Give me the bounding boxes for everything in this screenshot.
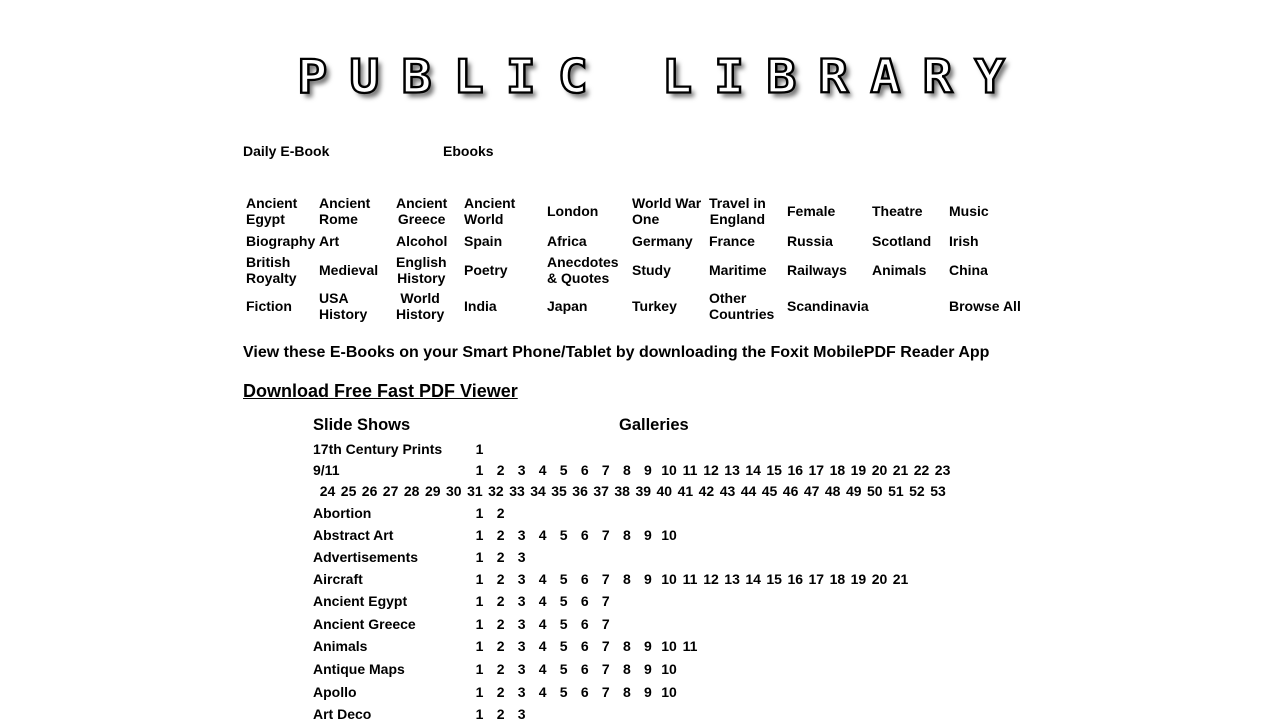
gallery-page-link[interactable]: 17: [808, 571, 825, 587]
gallery-page-link[interactable]: 32: [488, 483, 504, 499]
gallery-page-link[interactable]: 37: [593, 483, 609, 499]
gallery-label[interactable]: Abortion: [313, 505, 372, 521]
gallery-page-link[interactable]: 20: [871, 571, 888, 587]
gallery-page-link[interactable]: 5: [559, 638, 568, 654]
gallery-page-link[interactable]: 10: [661, 638, 677, 654]
category-link[interactable]: France: [709, 233, 755, 249]
category-link[interactable]: Art: [319, 233, 340, 249]
category-link[interactable]: Railways: [787, 262, 847, 278]
gallery-page-link[interactable]: 5: [559, 462, 568, 478]
gallery-page-link[interactable]: 6: [580, 638, 589, 654]
category-link[interactable]: World History: [396, 290, 445, 322]
category-link[interactable]: Scandinavia: [787, 298, 869, 314]
gallery-page-link[interactable]: 1: [475, 638, 484, 654]
gallery-page-link[interactable]: 44: [740, 483, 757, 499]
gallery-label[interactable]: Ancient Egypt: [313, 593, 408, 609]
gallery-label[interactable]: Abstract Art: [313, 527, 394, 543]
category-link[interactable]: Animals: [872, 262, 927, 278]
gallery-page-link[interactable]: 10: [661, 661, 677, 677]
gallery-page-link[interactable]: 18: [829, 571, 846, 587]
gallery-page-link[interactable]: 9: [643, 684, 652, 700]
gallery-page-link[interactable]: 53: [930, 483, 946, 499]
gallery-page-link[interactable]: 2: [496, 462, 505, 478]
category-link[interactable]: Maritime: [709, 262, 767, 278]
gallery-page-link[interactable]: 21: [892, 571, 909, 587]
gallery-page-link[interactable]: 6: [580, 661, 589, 677]
gallery-page-link[interactable]: 9: [643, 571, 652, 587]
gallery-page-link[interactable]: 4: [538, 616, 547, 632]
gallery-page-link[interactable]: 5: [559, 684, 568, 700]
gallery-label[interactable]: 17th Century Prints: [313, 441, 443, 457]
gallery-page-link[interactable]: 7: [601, 661, 610, 677]
category-link[interactable]: Scotland: [872, 233, 932, 249]
category-link[interactable]: Female: [787, 203, 836, 219]
gallery-label[interactable]: Aircraft: [313, 571, 363, 587]
gallery-page-link[interactable]: 7: [601, 462, 610, 478]
gallery-page-link[interactable]: 19: [850, 462, 867, 478]
gallery-page-link[interactable]: 3: [517, 706, 526, 722]
gallery-page-link[interactable]: 33: [509, 483, 525, 499]
gallery-page-link[interactable]: 10: [661, 571, 677, 587]
gallery-page-link[interactable]: 47: [803, 483, 820, 499]
gallery-page-link[interactable]: 46: [782, 483, 799, 499]
gallery-page-link[interactable]: 22: [913, 462, 930, 478]
gallery-page-link[interactable]: 13: [724, 462, 740, 478]
category-link[interactable]: China: [949, 262, 988, 278]
gallery-page-link[interactable]: 5: [559, 616, 568, 632]
gallery-page-link[interactable]: 8: [622, 527, 631, 543]
gallery-page-link[interactable]: 20: [871, 462, 888, 478]
category-link[interactable]: Ancient World: [464, 195, 516, 227]
gallery-page-link[interactable]: 3: [517, 661, 526, 677]
gallery-page-link[interactable]: 30: [446, 483, 462, 499]
gallery-page-link[interactable]: 3: [517, 527, 526, 543]
gallery-page-link[interactable]: 3: [517, 549, 526, 565]
gallery-page-link[interactable]: 4: [538, 684, 547, 700]
download-pdf-viewer-link[interactable]: Download Free Fast PDF Viewer: [243, 381, 518, 401]
site-logo: PUBLIC LIBRARY: [297, 50, 1027, 104]
gallery-page-link[interactable]: 4: [538, 661, 547, 677]
gallery-page-link[interactable]: 12: [703, 462, 719, 478]
category-link[interactable]: Russia: [787, 233, 833, 249]
category-link[interactable]: Anecdotes & Quotes: [547, 254, 619, 286]
category-link[interactable]: Irish: [949, 233, 979, 249]
gallery-page-link[interactable]: 43: [719, 483, 736, 499]
gallery-page-link[interactable]: 7: [601, 527, 610, 543]
gallery-label[interactable]: Advertisements: [313, 549, 419, 565]
galleries-heading: Galleries: [619, 416, 689, 434]
category-link[interactable]: Ancient Greece: [396, 195, 448, 227]
gallery-page-link[interactable]: 9: [643, 462, 652, 478]
category-link[interactable]: Browse All: [949, 298, 1021, 314]
category-link[interactable]: Turkey: [632, 298, 677, 314]
category-link[interactable]: Travel in England: [709, 195, 766, 227]
gallery-page-link[interactable]: 23: [934, 462, 951, 478]
category-link[interactable]: Medieval: [319, 262, 379, 278]
gallery-page-link[interactable]: 2: [496, 684, 505, 700]
category-link[interactable]: British Royalty: [246, 254, 297, 286]
category-link[interactable]: Theatre: [872, 203, 923, 219]
gallery-page-link[interactable]: 21: [892, 462, 909, 478]
gallery-page-link[interactable]: 10: [661, 684, 677, 700]
gallery-page-link[interactable]: 5: [559, 661, 568, 677]
ebooks-link[interactable]: Ebooks: [443, 143, 494, 159]
gallery-page-link[interactable]: 15: [766, 462, 782, 478]
category-link[interactable]: Fiction: [246, 298, 292, 314]
category-link[interactable]: Poetry: [464, 262, 508, 278]
gallery-page-link[interactable]: 8: [622, 571, 631, 587]
gallery-page-link[interactable]: 10: [661, 527, 677, 543]
gallery-page-link[interactable]: 45: [761, 483, 778, 499]
gallery-page-link[interactable]: 2: [496, 638, 505, 654]
gallery-page-link[interactable]: 5: [559, 571, 568, 587]
gallery-page-link[interactable]: 35: [551, 483, 567, 499]
gallery-page-link[interactable]: 6: [580, 593, 589, 609]
category-link[interactable]: Alcohol: [396, 233, 448, 249]
category-link[interactable]: Japan: [547, 298, 588, 314]
gallery-page-link[interactable]: 6: [580, 684, 589, 700]
category-link[interactable]: USA History: [319, 290, 368, 322]
gallery-page-link[interactable]: 2: [496, 616, 505, 632]
gallery-page-link[interactable]: 6: [580, 616, 589, 632]
gallery-page-link[interactable]: 6: [580, 462, 589, 478]
category-link[interactable]: Other Countries: [709, 290, 775, 322]
gallery-page-link[interactable]: 27: [382, 483, 399, 499]
gallery-page-link[interactable]: 24: [319, 483, 336, 499]
gallery-page-link[interactable]: 7: [601, 638, 610, 654]
gallery-page-link[interactable]: 3: [517, 462, 526, 478]
gallery-page-link[interactable]: 12: [703, 571, 719, 587]
category-link[interactable]: English History: [396, 254, 447, 286]
gallery-page-link[interactable]: 25: [340, 483, 357, 499]
gallery-page-link[interactable]: 1: [475, 684, 484, 700]
category-link[interactable]: London: [547, 203, 599, 219]
gallery-page-link[interactable]: 39: [635, 483, 652, 499]
gallery-page-link[interactable]: 8: [622, 462, 631, 478]
gallery-page-link[interactable]: 40: [656, 483, 673, 499]
daily-ebook-link[interactable]: Daily E-Book: [243, 143, 330, 159]
gallery-page-link[interactable]: 8: [622, 684, 631, 700]
gallery-page-link[interactable]: 34: [530, 483, 546, 499]
category-link[interactable]: Germany: [632, 233, 693, 249]
gallery-page-link[interactable]: 9: [643, 661, 652, 677]
gallery-page-link[interactable]: 29: [425, 483, 441, 499]
gallery-page-link[interactable]: 6: [580, 527, 589, 543]
gallery-page-link[interactable]: 7: [601, 593, 610, 609]
gallery-page-link[interactable]: 1: [475, 593, 484, 609]
gallery-page-link[interactable]: 2: [496, 593, 505, 609]
gallery-page-link[interactable]: 26: [361, 483, 378, 499]
gallery-page-link[interactable]: 10: [661, 462, 677, 478]
gallery-page-link[interactable]: 4: [538, 527, 547, 543]
category-link[interactable]: Spain: [464, 233, 503, 249]
gallery-page-link[interactable]: 28: [403, 483, 420, 499]
gallery-page-link[interactable]: 42: [698, 483, 715, 499]
gallery-page-link[interactable]: 31: [467, 483, 483, 499]
gallery-page-link[interactable]: 3: [517, 593, 526, 609]
gallery-page-link[interactable]: 2: [496, 549, 505, 565]
gallery-page-link[interactable]: 8: [622, 638, 631, 654]
gallery-page-link[interactable]: 1: [475, 616, 484, 632]
gallery-page-link[interactable]: 1: [475, 462, 484, 478]
category-link[interactable]: Study: [632, 262, 671, 278]
gallery-page-link[interactable]: 4: [538, 462, 547, 478]
gallery-page-link[interactable]: 7: [601, 616, 610, 632]
gallery-page-link[interactable]: 1: [475, 441, 484, 457]
gallery-page-link[interactable]: 13: [724, 571, 740, 587]
gallery-page-link[interactable]: 18: [829, 462, 846, 478]
gallery-page-link[interactable]: 2: [496, 706, 505, 722]
gallery-label[interactable]: Apollo: [313, 684, 357, 700]
gallery-page-link[interactable]: 5: [559, 527, 568, 543]
gallery-label[interactable]: 9/11: [313, 462, 340, 478]
category-link[interactable]: Africa: [547, 233, 587, 249]
gallery-page-link[interactable]: 38: [614, 483, 630, 499]
gallery-page-link[interactable]: 9: [643, 638, 652, 654]
slideshows-heading: Slide Shows: [313, 416, 411, 434]
gallery-page-link[interactable]: 2: [496, 571, 505, 587]
gallery-label[interactable]: Animals: [313, 638, 368, 654]
gallery-page-link[interactable]: 16: [787, 462, 804, 478]
gallery-label[interactable]: Antique Maps: [313, 661, 405, 677]
gallery-page-link[interactable]: 41: [677, 483, 694, 499]
gallery-page-link[interactable]: 16: [787, 571, 804, 587]
gallery-page-link[interactable]: 6: [580, 571, 589, 587]
gallery-page-link[interactable]: 36: [572, 483, 588, 499]
gallery-page-link[interactable]: 11: [682, 638, 698, 654]
gallery-page-link[interactable]: 1: [475, 661, 484, 677]
category-link[interactable]: World War One: [632, 195, 702, 227]
gallery-page-link[interactable]: 1: [475, 527, 484, 543]
gallery-page-link[interactable]: 4: [538, 571, 547, 587]
gallery-page-link[interactable]: 1: [475, 505, 484, 521]
gallery-page-link[interactable]: 2: [496, 661, 505, 677]
category-link[interactable]: Biography: [246, 233, 316, 249]
gallery-page-link[interactable]: 14: [745, 571, 761, 587]
gallery-page-link[interactable]: 15: [766, 571, 782, 587]
gallery-page-link[interactable]: 8: [622, 661, 631, 677]
category-link[interactable]: Music: [949, 203, 989, 219]
gallery-page-link[interactable]: 52: [909, 483, 925, 499]
gallery-page-link[interactable]: 51: [888, 483, 904, 499]
gallery-page-link[interactable]: 14: [745, 462, 761, 478]
gallery-page-link[interactable]: 2: [496, 527, 505, 543]
gallery-page-link[interactable]: 3: [517, 571, 526, 587]
gallery-page-link[interactable]: 1: [475, 549, 484, 565]
gallery-page-link[interactable]: 4: [538, 593, 547, 609]
gallery-page-link[interactable]: 3: [517, 638, 526, 654]
gallery-page-link[interactable]: 4: [538, 638, 547, 654]
gallery-page-link[interactable]: 48: [824, 483, 841, 499]
gallery-page-link[interactable]: 11: [682, 571, 698, 587]
gallery-page-link[interactable]: 19: [850, 571, 867, 587]
gallery-page-link[interactable]: 3: [517, 616, 526, 632]
gallery-page-link[interactable]: 7: [601, 684, 610, 700]
gallery-page-link[interactable]: 2: [496, 505, 505, 521]
category-link[interactable]: India: [464, 298, 497, 314]
gallery-page-link[interactable]: 50: [867, 483, 883, 499]
gallery-page-link[interactable]: 9: [643, 527, 652, 543]
gallery-page-link[interactable]: 7: [601, 571, 610, 587]
category-link[interactable]: Ancient Rome: [319, 195, 371, 227]
category-link[interactable]: Ancient Egypt: [246, 195, 298, 227]
gallery-page-link[interactable]: 11: [682, 462, 698, 478]
gallery-label[interactable]: Ancient Greece: [313, 616, 416, 632]
gallery-page-link[interactable]: 3: [517, 684, 526, 700]
gallery-page-link[interactable]: 5: [559, 593, 568, 609]
gallery-page-link[interactable]: 17: [808, 462, 825, 478]
gallery-page-link[interactable]: 1: [475, 571, 484, 587]
gallery-label[interactable]: Art Deco: [313, 706, 372, 722]
gallery-page-link[interactable]: 1: [475, 706, 484, 722]
smartphone-note: View these E-Books on your Smart Phone/Tablet by downloading the Foxit MobilePDF Reader App: [243, 344, 990, 361]
gallery-page-link[interactable]: 49: [846, 483, 862, 499]
